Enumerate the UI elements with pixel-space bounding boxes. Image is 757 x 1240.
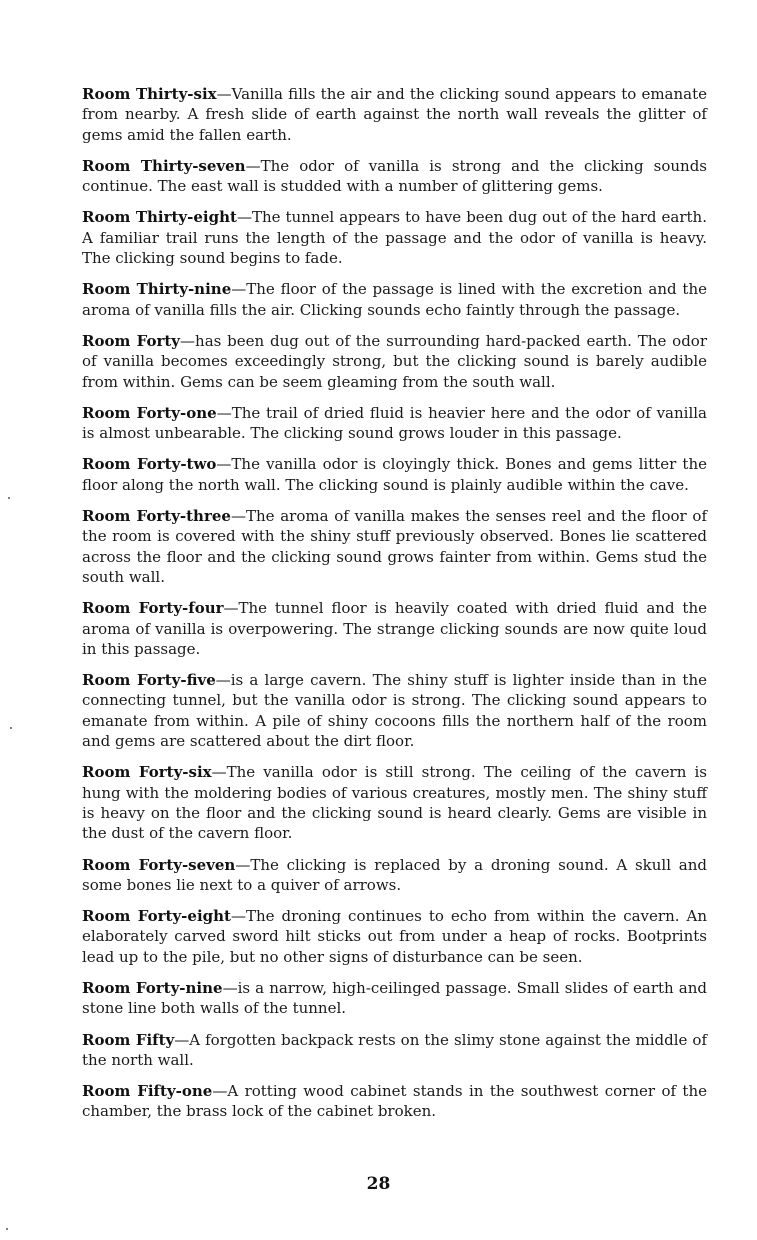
room-description: —The tunnel floor is heavily coated with dried fluid and the aroma of vanilla is overpowering. The strange clicking sounds are now quite loud in this passage. bbox=[82, 599, 707, 658]
room-description: —The trail of dried fluid is heavier here and the odor of vanilla is almost unbearable. The clicking sound grows louder in this passage. bbox=[82, 403, 707, 443]
room-description: —The droning continues to echo from within the cavern. An elaborately carved sword hilt sticks out from under a heap of rocks. Bootprints lead up to the pile, but no other signs of disturbance can be seen. bbox=[82, 907, 707, 966]
scan-speck bbox=[6, 1228, 8, 1230]
room-title: Room Forty-four bbox=[82, 599, 224, 618]
room-description: —The tunnel appears to have been dug out of the hard earth. A familiar trail runs the length of the passage and the odor of vanilla is heavy. The clicking sound begins to fade. bbox=[82, 208, 707, 268]
room-title: Room Thirty-nine bbox=[82, 280, 232, 299]
room-entry bbox=[82, 855, 707, 896]
room-title: Room Forty-six bbox=[82, 763, 212, 782]
room-title: Room Forty-two bbox=[82, 455, 217, 474]
room-title: Room Forty-eight bbox=[82, 907, 231, 926]
room-title: Room Thirty-seven bbox=[82, 156, 246, 175]
room-entry bbox=[82, 598, 707, 659]
room-title: Room Forty-five bbox=[82, 671, 216, 690]
room-entry bbox=[82, 403, 707, 444]
room-title: Room Forty-three bbox=[82, 507, 231, 526]
room-title: Room Forty-nine bbox=[82, 978, 223, 997]
room-entry bbox=[82, 906, 707, 967]
scan-speck bbox=[8, 497, 10, 499]
room-title: Room Forty bbox=[82, 331, 181, 350]
room-description: —The floor of the passage is lined with the excretion and the aroma of vanilla fills the air. Clicking sounds echo faintly through the passage. bbox=[82, 280, 707, 319]
room-entry bbox=[82, 506, 707, 587]
room-title: Room Fifty-one bbox=[82, 1082, 213, 1101]
room-description: —is a narrow, high-ceilinged passage. Small slides of earth and stone line both walls of the tunnel. bbox=[82, 978, 707, 1018]
room-description: —The aroma of vanilla makes the senses reel and the floor of the room is covered with the shiny stuff previously observed. Bones lie scattered across the floor and the clicking sound grows fainter from within. Gems stud the south wall. bbox=[82, 507, 707, 586]
room-entry bbox=[82, 1081, 707, 1122]
room-entry bbox=[82, 670, 707, 751]
scan-speck bbox=[10, 727, 12, 729]
room-description: —Vanilla fills the air and the clicking sound appears to emanate from nearby. A fresh slide of earth against the north wall reveals the glitter of gems amid the fallen earth. bbox=[82, 85, 707, 144]
room-descriptions bbox=[82, 84, 707, 1133]
room-entry bbox=[82, 1030, 707, 1071]
room-description: —has been dug out of the surrounding hard-packed earth. The odor of vanilla becomes exceedingly strong, but the clicking sound is barely audible from within. Gems can be seem gleaming from the south wall. bbox=[82, 331, 707, 391]
room-entry bbox=[82, 978, 707, 1019]
room-title: Room Thirty-six bbox=[82, 85, 217, 103]
room-title: Room Fifty bbox=[82, 1030, 175, 1049]
room-title: Room Thirty-eight bbox=[82, 208, 237, 227]
room-entry bbox=[82, 762, 707, 843]
room-description: —The odor of vanilla is strong and the clicking sounds continue. The east wall is studded with a number of glittering gems. bbox=[82, 156, 707, 196]
room-description: —The clicking is replaced by a droning sound. A skull and some bones lie next to a quiver of arrows. bbox=[82, 855, 707, 894]
room-description: —The vanilla odor is cloyingly thick. Bones and gems litter the floor along the north wall. The clicking sound is plainly audible within the cave. bbox=[82, 455, 708, 494]
room-title: Room Forty-seven bbox=[82, 855, 236, 874]
room-description: —A rotting wood cabinet stands in the southwest corner of the chamber, the brass lock of the cabinet broken. bbox=[82, 1082, 707, 1121]
room-description: —The vanilla odor is still strong. The ceiling of the cavern is hung with the moldering bodies of various creatures, mostly men. The shiny stuff is heavy on the floor and the clicking sound is heard clearly. Gems are visible in the dust of the cavern floor. bbox=[82, 763, 708, 843]
room-entry bbox=[82, 84, 707, 145]
room-entry bbox=[82, 454, 707, 495]
room-entry bbox=[82, 156, 707, 197]
room-description: —A forgotten backpack rests on the slimy stone against the middle of the north wall. bbox=[82, 1030, 708, 1069]
room-entry bbox=[82, 331, 707, 392]
room-entry bbox=[82, 279, 707, 320]
room-title: Room Forty-one bbox=[82, 403, 217, 422]
room-entry bbox=[82, 207, 707, 268]
room-description: —is a large cavern. The shiny stuff is lighter inside than in the connecting tunnel, but the vanilla odor is strong. The clicking sound appears to emanate from within. A pile of shiny cocoons fills the northern half of the room and gems are scattered about the dirt floor. bbox=[82, 671, 708, 751]
page-number: 28 bbox=[366, 1174, 391, 1194]
